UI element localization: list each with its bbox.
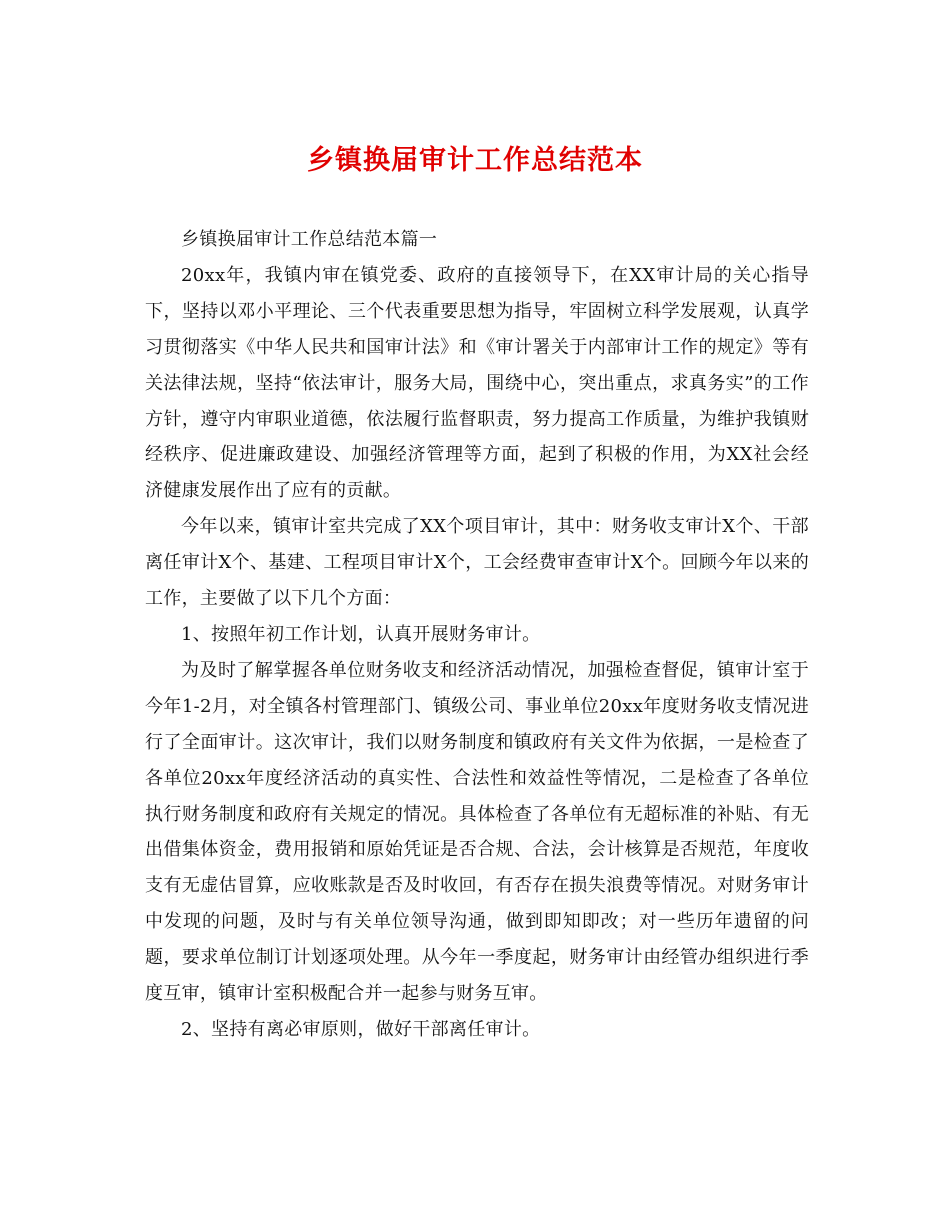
document-title: 乡镇换届审计工作总结范本 [307, 145, 643, 176]
subtitle-paragraph: 乡镇换届审计工作总结范本篇一 [181, 229, 438, 250]
section-heading-1: 1、按照年初工作计划，认真开展财务审计。 [181, 623, 541, 645]
intro-paragraph: 20xx年，我镇内审在镇党委、政府的直接领导下，在XX审计局的关心指导下，坚持以邓小平理论、三个代表重要思想为指导，牢固树立科学发展观，认真学习贯彻落实《中华人民共和国审计法》和《审计署关于内部审计工作的规定》等有关法律法规，坚持“依法审计，服务大局，围绕中心，突出重点，求真务实”的工作方针，遵守内审职业道德，依法履行监督职责，努力提高工作质量，为维护我镇财经秩序、促进廉政建设、加强经济管理等方面，起到了积极的作用，为XX社会经济健康发展作出了应有的贡献。 [145, 264, 809, 502]
financial-audit-paragraph: 为及时了解掌握各单位财务收支和经济活动情况，加强检查督促，镇审计室于今年1-2月，对全镇各村管理部门、镇级公司、事业单位20xx年度财务收支情况进行了全面审计。这次审计，我们以财务制度和镇政府有关文件为依据，一是检查了各单位20xx年度经济活动的真实性、合法性和效益性等情况，二是检查了各单位执行财务制度和政府有关规定的情况。具体检查了各单位有无超标准的补贴、有无出借集体资金，费用报销和原始凭证是否合规、合法，会计核算是否规范，年度收支有无虚估冒算，应收账款是否及时收回，有否存在损失浪费等情况。对财务审计中发现的问题，及时与有关单位领导沟通，做到即知即改；对一些历年遗留的问题，要求单位制订计划逐项处理。从今年一季度起，财务审计由经管办组织进行季度互审，镇审计室积极配合并一起参与财务互审。 [145, 659, 809, 1005]
section-heading-2: 2、坚持有离必审原则，做好干部离任审计。 [181, 1018, 541, 1040]
document-body [145, 222, 809, 1048]
summary-paragraph: 今年以来，镇审计室共完成了XX个项目审计，其中：财务收支审计X个、干部离任审计X个、基建、工程项目审计X个，工会经费审查审计X个。回顾今年以来的工作，主要做了以下几个方面： [145, 516, 809, 610]
